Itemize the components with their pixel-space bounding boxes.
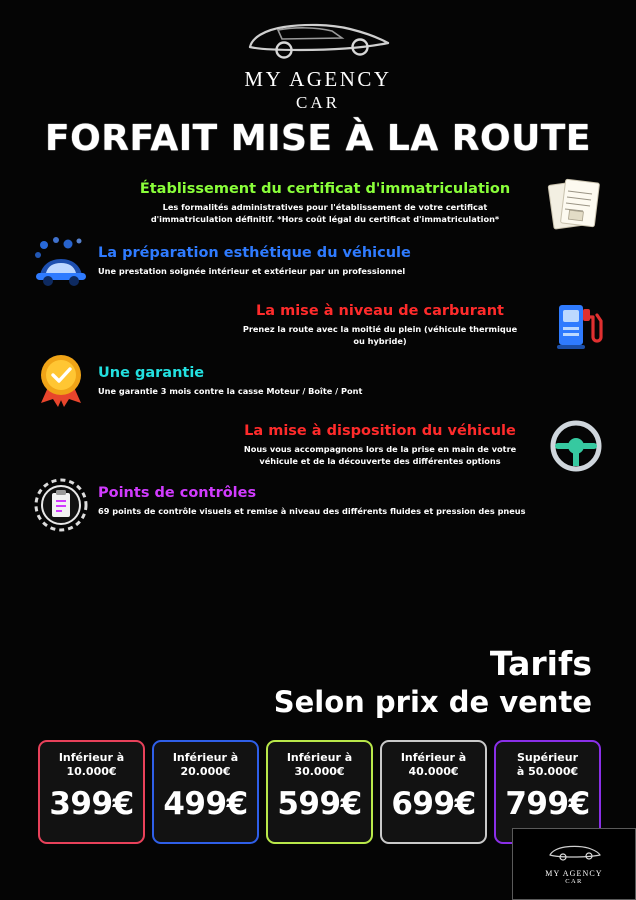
footer-brand-badge: [512, 828, 636, 900]
feature-description: Les formalités administratives pour l'établissement de votre certificat d'immatriculation définitif. *Hors coût légal du certificat d'immatriculation*: [150, 202, 500, 224]
feature-title: La mise à niveau de carburant: [256, 303, 504, 319]
brand-logo: [0, 16, 636, 113]
price-label-line1: Inférieur à: [400, 751, 467, 764]
feature-mise-a-disposition: [215, 422, 545, 467]
price-label-line2: 30.000€: [294, 765, 345, 778]
footer-brand-sub: CAR: [565, 878, 583, 885]
price-card[interactable]: [266, 740, 373, 844]
feature-description: 69 points de contrôle visuels et remise à niveau des différents fluides et pression des pneus: [98, 506, 526, 516]
price-card[interactable]: [152, 740, 259, 844]
sports-car-icon: [546, 843, 602, 866]
price-value: 599€: [277, 786, 362, 822]
feature-title: Points de contrôles: [98, 485, 257, 501]
feature-certificat: [110, 180, 540, 225]
car-wash-icon: [30, 232, 92, 292]
feature-preparation: [98, 244, 528, 278]
brand-name: MY AGENCY: [244, 67, 392, 91]
price-label-line2: 40.000€: [408, 765, 459, 778]
tarifs-line1: Tarifs: [489, 644, 592, 683]
price-label-line1: Inférieur à: [286, 751, 353, 764]
feature-points-controle: [98, 484, 528, 518]
feature-title: Une garantie: [98, 365, 205, 381]
price-label-line2: 20.000€: [180, 765, 231, 778]
feature-carburant: [215, 302, 545, 347]
checklist-gear-icon: [30, 476, 92, 534]
award-medal-icon: [32, 350, 90, 408]
feature-title: La préparation esthétique du véhicule: [98, 245, 411, 261]
price-value: 499€: [163, 786, 248, 822]
feature-title: La mise à disposition du véhicule: [244, 423, 516, 439]
steering-wheel-icon: [548, 418, 604, 474]
feature-description: Une garantie 3 mois contre la casse Moteur / Boîte / Pont: [98, 386, 363, 396]
price-label-line2: à 50.000€: [516, 765, 579, 778]
page-title: FORFAIT MISE À LA ROUTE: [45, 118, 591, 159]
feature-description: Prenez la route avec la moitié du plein (véhicule thermique ou hybride): [242, 324, 518, 346]
brand-sub: CAR: [296, 93, 340, 112]
feature-title: Établissement du certificat d'immatriculation: [139, 181, 511, 197]
price-value: 699€: [391, 786, 476, 822]
fuel-pump-icon: [552, 294, 604, 352]
feature-description: Une prestation soignée intérieur et extérieur par un professionnel: [98, 266, 406, 276]
price-label-line2: 10.000€: [66, 765, 117, 778]
price-card[interactable]: [380, 740, 487, 844]
tarifs-heading: [274, 646, 592, 720]
price-label-line1: Supérieur: [517, 751, 578, 764]
footer-brand-name: MY AGENCY: [545, 869, 603, 878]
feature-description: Nous vous accompagnons lors de la prise en main de votre véhicule et de la découverte des différentes options: [243, 444, 517, 466]
price-value: 399€: [49, 786, 134, 822]
sports-car-icon: [238, 16, 398, 65]
price-label-line1: Inférieur à: [58, 751, 125, 764]
price-value: 799€: [505, 786, 590, 822]
price-card[interactable]: [38, 740, 145, 844]
documents-icon: [545, 176, 607, 232]
feature-garantie: [98, 364, 528, 398]
tarifs-line2: Selon prix de vente: [273, 685, 592, 719]
price-label-line1: Inférieur à: [172, 751, 239, 764]
